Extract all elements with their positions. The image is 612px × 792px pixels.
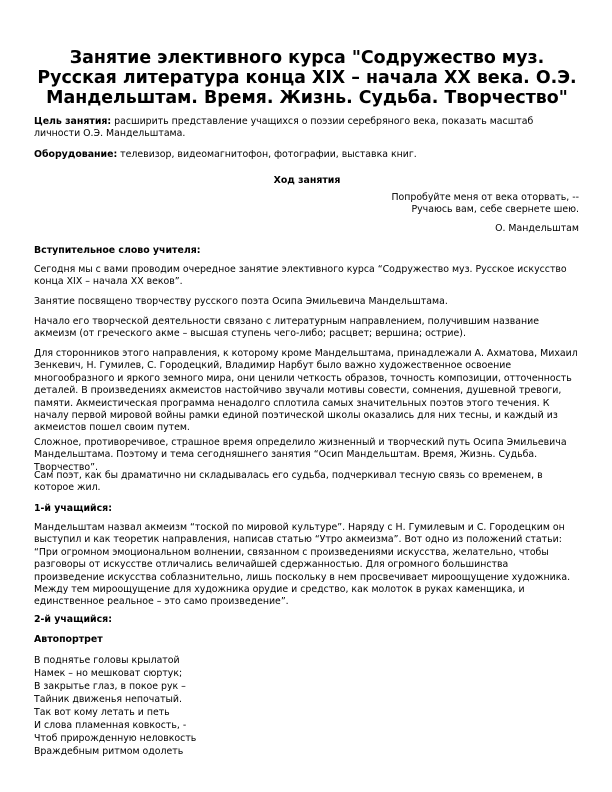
epigraph <box>391 192 579 235</box>
teacher-intro-heading: Вступительное слово учителя: <box>34 245 201 256</box>
body-paragraph: Сам поэт, как бы драматично ни складывалась его судьба, подчеркивал тесную связь со временем, в которое жил. <box>34 470 543 494</box>
body-paragraph: Сложное, противоречивое, страшное время определило жизненный и творческий путь Осипа Эмильевича Мандельштама. Поэтому и тема сегодняшнего занятия “Осип Мандельштам. Время, Жизнь. Судьба. Творчество”. <box>34 437 567 473</box>
student1-heading: 1-й учащийся: <box>34 503 112 514</box>
lesson-heading: Ход занятия <box>273 175 341 186</box>
body-paragraph: Сегодня мы с вами проводим очередное занятие элективного курса “Содружество муз. Русское искусство конца XIX – начала XX веков”. <box>34 264 567 288</box>
body-paragraph: Занятие посвящено творчеству русского поэта Осипа Эмильевича Мандельштама. <box>34 296 448 307</box>
poem-line: И слова пламенная ковкость, - <box>34 720 187 731</box>
equipment-label: Оборудование: <box>34 149 118 160</box>
goal-text: расширить представление учащихся о поэзии серебряного века, показать масштаб личности О.Э. Мандельштама. <box>34 116 534 140</box>
poem-line: Тайник движенья непочатый. <box>34 694 182 705</box>
poem-line: Намек – но мешковат сюртук; <box>34 668 183 679</box>
epigraph-line: Ручаюсь вам, себе свернете шею. <box>411 204 579 216</box>
epigraph-author: О. Мандельштам <box>495 222 579 234</box>
document-title: Занятие элективного курса "Содружество муз. Русская литература конца XIX – начала XX века. О.Э. Мандельштам. Время. Жизнь. Судьба. Творчество" <box>37 48 577 108</box>
goal-label: Цель занятия: <box>34 116 112 127</box>
poem-line: В поднятье головы крылатой <box>34 655 180 666</box>
epigraph-line: Попробуйте меня от века оторвать, -- <box>391 192 579 203</box>
student1-text: Мандельштам назвал акмеизм “тоской по мировой культуре”. Наряду с Н. Гумилевым и С. Городецким он выступил и как теоретик направления, написав статью “Утро акмеизма”. Вот одно из положений статьи: “При огромном эмоциональном волнении, связанном с произведениями искусства, желательно, чтобы разговоры от искусстве отличались величайшей сдержанностью. Для огромного большинства произведение искусства соблазнительно, лишь поскольку в нем просвечивает мироощущение художника. Между тем мироощущение для художника орудие и средство, как молоток в руках каменщика, и единственное реальное – это само произведение”. <box>34 522 571 608</box>
student2-heading: 2-й учащийся: <box>34 614 112 625</box>
equipment-paragraph <box>34 149 580 161</box>
poem-title: Автопортрет <box>34 634 103 645</box>
poem-line: Чтоб прирожденную неловкость <box>34 733 197 744</box>
body-paragraph: Для сторонников этого направления, к которому кроме Мандельштама, принадлежали А. Ахматова, Михаил Зенкевич, Н. Гумилев, С. Городецкий, Владимир Нарбут было важно художественное освоение многообразного и яркого земного мира, они ценили четкость образов, точность композиции, отточенность деталей. В произведениях акмеистов настойчиво звучали мотивы совести, сомнения, душевной тревоги, памяти. Акмеистическая программа ненадолго сплотила самых значительных поэтов этого течения. К началу первой мировой войны рамки единой поэтической школы оказались для них тесны, и каждый из акмеистов пошел своим путем. <box>34 348 578 434</box>
equipment-text: телевизор, видеомагнитофон, фотографии, выставка книг. <box>117 149 417 160</box>
poem-line: Так вот кому летать и петь <box>34 707 170 718</box>
body-paragraph: Начало его творческой деятельности связано с литературным направлением, получившим название акмеизм (от греческого акме – высшая ступень чего-либо; расцвет; вершина; острие). <box>34 316 539 340</box>
poem-line: В закрытье глаз, в покое рук – <box>34 681 186 692</box>
goal-paragraph <box>34 116 580 141</box>
poem-line: Враждебным ритмом одолеть <box>34 746 184 757</box>
poem <box>34 654 196 758</box>
